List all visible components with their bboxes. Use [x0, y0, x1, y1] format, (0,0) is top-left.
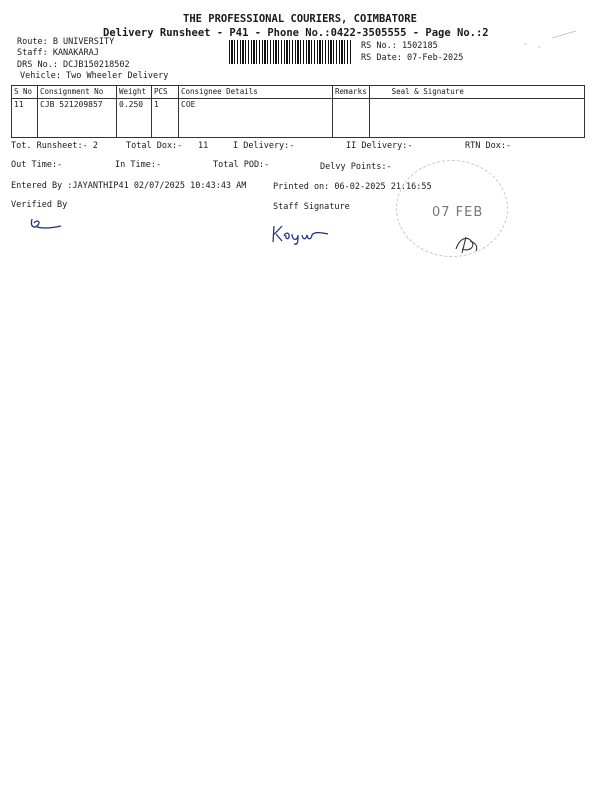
total-dox-value: 11: [198, 141, 209, 151]
col-header-consignee: Consignee Details: [179, 86, 333, 99]
rs-number: RS No.: 1502185: [361, 41, 438, 51]
cell-sno: 11: [12, 99, 38, 138]
col-header-consignment: Consignment No: [38, 86, 117, 99]
company-name: THE PROFESSIONAL COURIERS, COIMBATORE: [183, 13, 417, 25]
table-header-row: [12, 86, 585, 99]
total-dox-label: Total Dox:-: [126, 141, 183, 151]
col-header-remarks: Remarks: [333, 86, 370, 99]
drs-number: DRS No.: DCJB150218502: [17, 60, 130, 70]
vehicle-label: Vehicle: Two Wheeler Delivery: [20, 71, 169, 81]
barcode-image: [229, 40, 351, 64]
staff-signature-label: Staff Signature: [273, 202, 350, 212]
staff-label: Staff: KANAKARAJ: [17, 48, 99, 58]
ii-delivery: II Delivery:-: [346, 141, 413, 151]
staff-signature-image: [270, 222, 332, 246]
i-delivery: I Delivery:-: [233, 141, 295, 151]
entered-by: Entered By :JAYANTHIP41 02/07/2025 10:43:43 AM: [11, 181, 247, 191]
cell-weight: 0.250: [117, 99, 152, 138]
scan-marks: [520, 28, 580, 52]
table-row: [12, 99, 585, 138]
verified-by-label: Verified By: [11, 200, 68, 210]
col-header-seal: Seal & Signature: [369, 86, 584, 99]
runsheet-title: Delivery Runsheet - P41 - Phone No.:0422-3505555 - Page No.:2: [103, 27, 489, 39]
verified-initials-image: [28, 215, 64, 233]
cell-consignment: CJB 521209857: [38, 99, 117, 138]
total-pod: Total POD:-: [213, 160, 270, 170]
consignment-table: [11, 85, 585, 138]
delvy-points: Delvy Points:-: [320, 162, 392, 172]
cell-consignee: COE: [179, 99, 333, 138]
printed-on: Printed on: 06-02-2025 21:16:55: [273, 182, 432, 192]
rs-date: RS Date: 07-Feb-2025: [361, 53, 464, 63]
in-time: In Time:-: [115, 160, 162, 170]
cell-remarks: [333, 99, 370, 138]
cell-pcs: 1: [152, 99, 179, 138]
stamp-initials-image: [452, 233, 482, 255]
stamp-date: 07 FEB: [432, 205, 484, 220]
route-label: Route: B UNIVERSITY: [17, 37, 115, 47]
col-header-sno: S No: [12, 86, 38, 99]
out-time: Out Time:-: [11, 160, 63, 170]
col-header-weight: Weight: [117, 86, 152, 99]
col-header-pcs: PCS: [152, 86, 179, 99]
rtn-dox: RTN Dox:-: [465, 141, 512, 151]
tot-runsheet: Tot. Runsheet:- 2: [11, 141, 98, 151]
cell-seal: [369, 99, 584, 138]
